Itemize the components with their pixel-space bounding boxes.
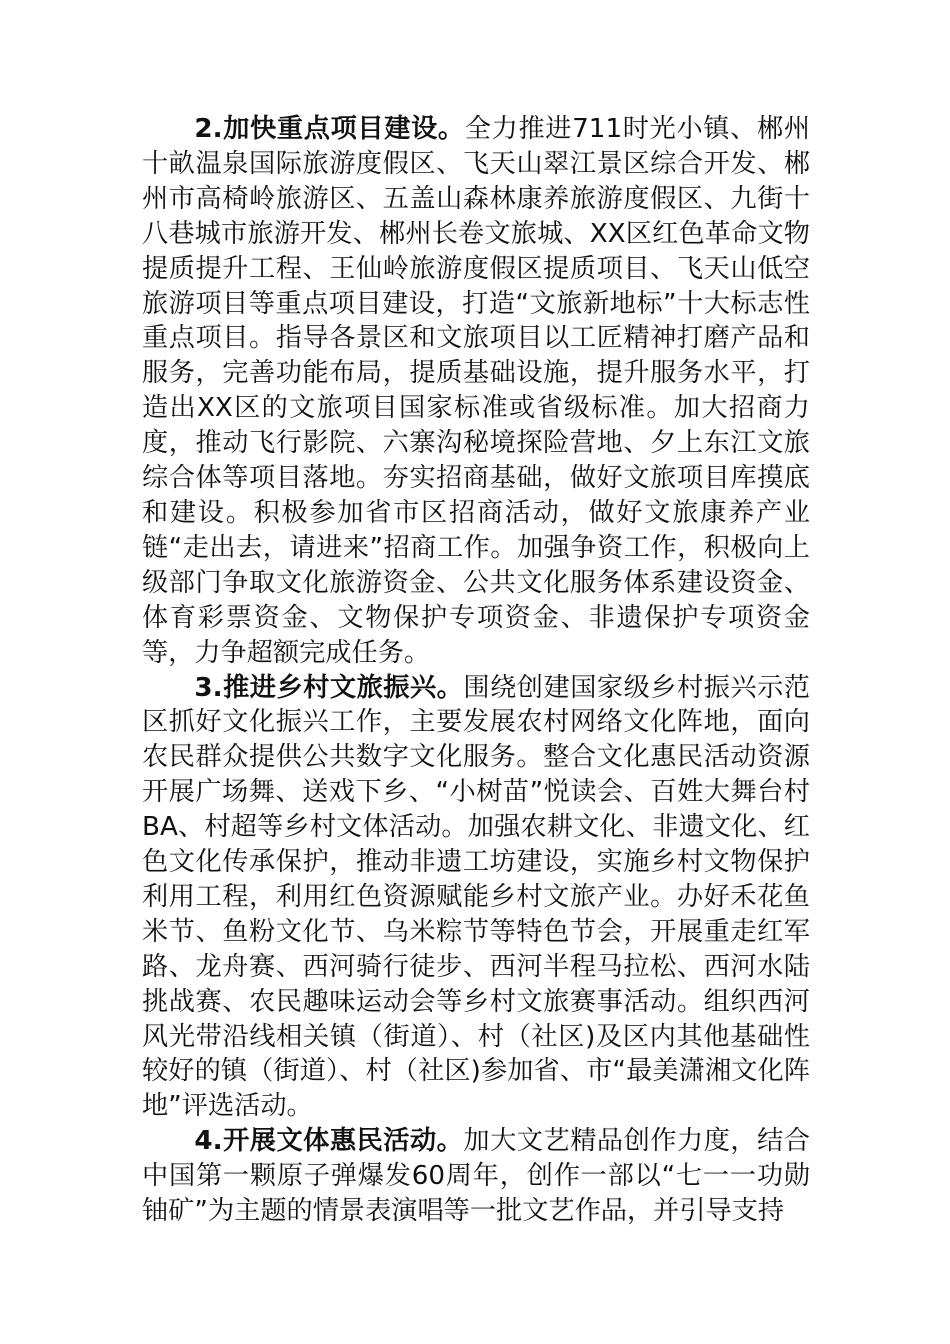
- paragraph-key-projects: [142, 112, 810, 671]
- paragraph-body: 加大文艺精品创作力度，结合中国第一颗原子弹爆发60周年，创作一部以“七一一功勋铀矿”为主题的情景表演唱等一批文艺作品，并引导支持: [142, 1126, 810, 1227]
- paragraph-rural-revitalization: [142, 671, 810, 1125]
- paragraph-body: 全力推进711时光小镇、郴州十畝温泉国际旅游度假区、飞天山翠江景区综合开发、郴州市高椅岭旅游区、五盖山森林康养旅游度假区、九街十八巷城市旅游开发、郴州长卷文旅城、XX区红色革命文物提质提升工程、王仙岭旅游度假区提质项目、飞天山低空旅游项目等重点项目建设，打造“文旅新地标”十大标志性重点项目。指导各景区和文旅项目以工匠精神打磨产品和服务，完善功能布局，提质基础设施，提升服务水平，打造出XX区的文旅项目国家标准或省级标准。加大招商力度，推动飞行影院、六寨沟秘境探险营地、夕上东江文旅综合体等项目落地。夯实招商基础，做好文旅项目库摸底和建设。积极参加省市区招商活动，做好文旅康养产业链“走出去，请进来”招商工作。加强争资工作，积极向上级部门争取文化旅游资金、公共文化服务体系建设资金、体育彩票资金、文物保护专项资金、非遗保护专项资金等，力争超额完成任务。: [142, 114, 811, 668]
- paragraph-body: 围绕创建国家级乡村振兴示范区抓好文化振兴工作，主要发展农村网络文化阵地，面向农民群众提供公共数字文化服务。整合文化惠民活动资源开展广场舞、送戏下乡、“小树苗”悦读会、百姓大舞台村BA、村超等乡村文体活动。加强农耕文化、非遗文化、红色文化传承保护，推动非遗工坊建设，实施乡村文物保护利用工程，利用红色资源赋能乡村文旅产业。办好禾花鱼米节、鱼粉文化节、乌米粽节等特色节会，开展重走红军路、龙舟赛、西河骑行徒步、西河半程马拉松、西河水陆挑战赛、农民趣味运动会等乡村文旅赛事活动。组织西河风光带沿线相关镇（街道）、村（社区)及区内其他基础性较好的镇（街道）、村（社区)参加省、市“最美潇湘文化阵地”评选活动。: [142, 672, 810, 1122]
- paragraph-heading: 4.开展文体惠民活动。: [194, 1126, 464, 1157]
- paragraph-cultural-activities: [142, 1124, 810, 1229]
- document-page: [142, 112, 810, 1229]
- paragraph-heading: 2.加快重点项目建设。: [194, 114, 465, 144]
- paragraph-heading: 3.推进乡村文旅振兴。: [194, 672, 464, 703]
